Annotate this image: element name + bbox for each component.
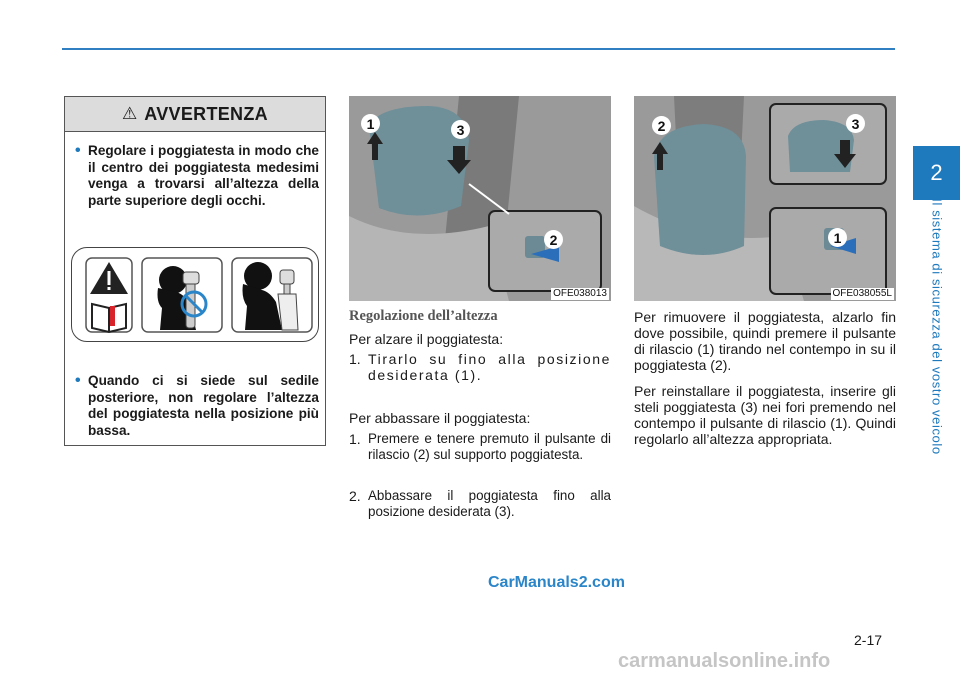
callout-badge: 1 — [828, 228, 847, 247]
page-number: 2-17 — [854, 632, 883, 648]
raise-step-1: Tirarlo su fino alla posizione desiderata (1). — [368, 351, 611, 383]
step-number: 1. — [349, 431, 361, 447]
removal-paragraph: Per rimuovere il poggiatesta, alzarlo fin dove possibile, quindi premere il pulsante di rilascio (1) tirando nel contempo in su il poggiatesta (2). — [634, 309, 896, 373]
reinstall-paragraph: Per reinstallare il poggiatesta, inserire gli steli poggiatesta (3) nei fori premendo nel contempo il pulsante di rilascio (1). Quindi regolarlo all’altezza appropriata. — [634, 383, 896, 447]
raise-intro: Per alzare il poggiatesta: — [349, 331, 504, 347]
warning-title: AVVERTENZA — [144, 103, 268, 124]
lower-step-2: Abbassare il poggiatesta fino alla posizione desiderata (3). — [368, 488, 611, 519]
footer-watermark: carmanualsonline.info — [618, 650, 831, 672]
callout-badge: 1 — [361, 114, 380, 133]
lower-step-1: Premere e tenere premuto il pulsante di rilascio (2) sul supporto poggiatesta. — [368, 431, 611, 462]
lower-intro: Per abbassare il poggiatesta: — [349, 410, 531, 426]
photo-headrest-raise — [349, 96, 611, 301]
bullet-dot-icon: • — [75, 372, 81, 389]
callout-badge: 2 — [544, 230, 563, 249]
warning-illustration — [71, 247, 319, 342]
headrest-photo-icon — [349, 96, 611, 301]
section-title: Il sistema di sicurezza del vostro veicolo — [929, 197, 945, 455]
warning-triangle-icon: ⚠ — [122, 104, 138, 123]
section-heading: Regolazione dell’altezza — [349, 308, 498, 324]
callout-badge: 3 — [846, 114, 865, 133]
headrest-pictogram-icon — [72, 248, 318, 341]
photo-headrest-remove — [634, 96, 896, 301]
step-number: 1. — [349, 351, 361, 367]
warning-bullet-1: • Regolare i poggiatesta in modo che il centro dei poggiatesta medesimi venga a trovarsi all’altezza della parte superiore degli occhi. — [75, 142, 319, 208]
step-number: 2. — [349, 488, 361, 504]
callout-badge: 2 — [652, 116, 671, 135]
callout-badge: 3 — [451, 120, 470, 139]
photo-code: OFE038013 — [553, 288, 607, 299]
warning-bullet-2: • Quando ci si siede sul sedile posteriore, non regolare l’altezza del poggiatesta nella posizione più bassa. — [75, 372, 319, 438]
photo-code: OFE038055L — [832, 288, 892, 299]
warning-box — [64, 96, 326, 446]
watermark-link[interactable]: CarManuals2.com — [488, 574, 625, 591]
bullet-dot-icon: • — [75, 142, 81, 159]
warning-header — [65, 97, 325, 132]
top-rule — [62, 48, 895, 50]
section-number-tab[interactable]: 2 — [913, 146, 960, 200]
